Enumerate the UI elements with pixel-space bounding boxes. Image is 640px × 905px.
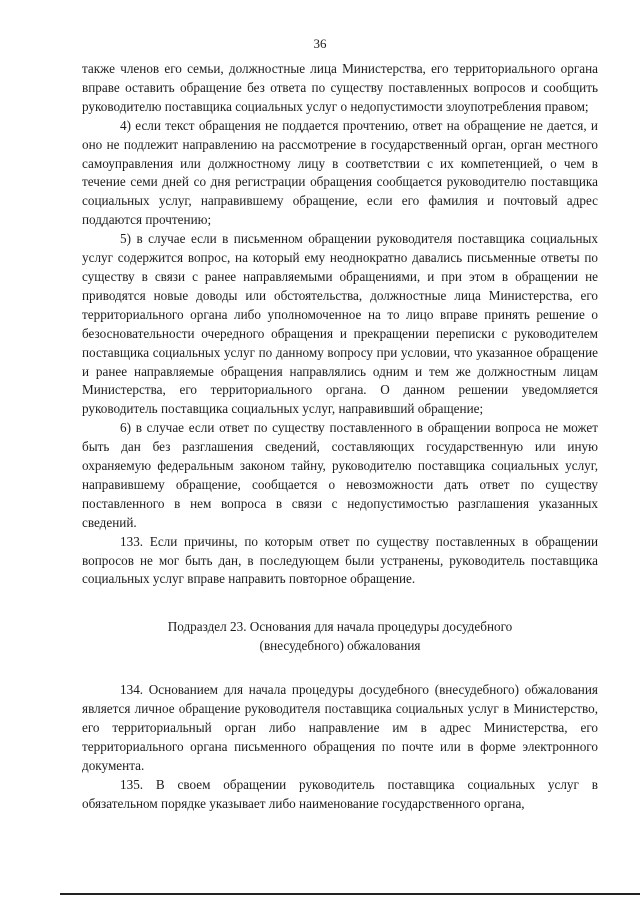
page-number: 36 <box>313 36 327 51</box>
paragraph-133: 133. Если причины, по которым ответ по существу поставленных в обращении вопросов не мог быть дан, в последующем были устранены, руководитель поставщика социальных услуг вправе направить повторное обращение. <box>82 533 598 587</box>
paragraph-item-4: 4) если текст обращения не поддается прочтению, ответ на обращение не дается, и оно не подлежит направлению на рассмотрение в государственный орган, орган местного самоуправления или должностному лицу в соответствии с их компетенцией, о чем в течение семи дней со дня регистрации обращения сообщается руководителю поставщика социальных услуг, направившему обращение, если его фамилия и почтовый адрес поддаются прочтению; <box>82 117 598 228</box>
document-body <box>82 60 598 814</box>
paragraph-continuation: также членов его семьи, должностные лица Министерства, его территориального органа вправе оставить обращение без ответа по существу поставленных вопросов и сообщить руководителю поставщика социальных услуг о недопустимости злоупотребления правом; <box>82 61 598 114</box>
section-title <box>82 617 598 655</box>
paragraph-135: 135. В своем обращении руководитель поставщика социальных услуг в обязательном порядке указывает либо наименование государственного органа, <box>82 776 598 811</box>
bottom-rule <box>60 893 640 895</box>
paragraph-item-6: 6) в случае если ответ по существу поставленного в обращении вопроса не может быть дан без разглашения сведений, составляющих государственную или иную охраняемую федеральным законом тайну, руководителю поставщика социальных услуг, направившему обращение, сообщается о невозможности дать ответ по существу поставленного в нем вопроса в связи с недопустимостью разглашения указанных сведений. <box>82 420 598 530</box>
section-title-line2: (внесудебного) обжалования <box>259 638 421 654</box>
paragraph-item-5: 5) в случае если в письменном обращении руководителя поставщика социальных услуг содержится вопрос, на который ему неоднократно давались письменные ответы по существу в связи с ранее направляемыми обращениями, и при этом в обращении не приводятся новые доводы или обстоятельства, должностные лица Министерства, его территориального органа либо уполномоченное на то лицо вправе принять решение о безосновательности очередного обращения и прекращении переписки с руководителем поставщика социальных услуг по данному вопросу при условии, что указанное обращение и ранее направляемые обращения направлялись одним и тем же должностным лицам Министерства, его территориального органа. О данном решении уведомляется руководитель поставщика социальных услуг, направивший обращение; <box>82 231 598 417</box>
section-title-line1: Подраздел 23. Основания для начала процедуры досудебного <box>167 619 513 635</box>
paragraph-134: 134. Основанием для начала процедуры досудебного (внесудебного) обжалования является личное обращение руководителя поставщика социальных услуг в Министерство, его территориальный орган либо направление им в адрес Министерства, его территориального органа письменного обращения по почте или в форме электронного документа. <box>82 682 598 773</box>
